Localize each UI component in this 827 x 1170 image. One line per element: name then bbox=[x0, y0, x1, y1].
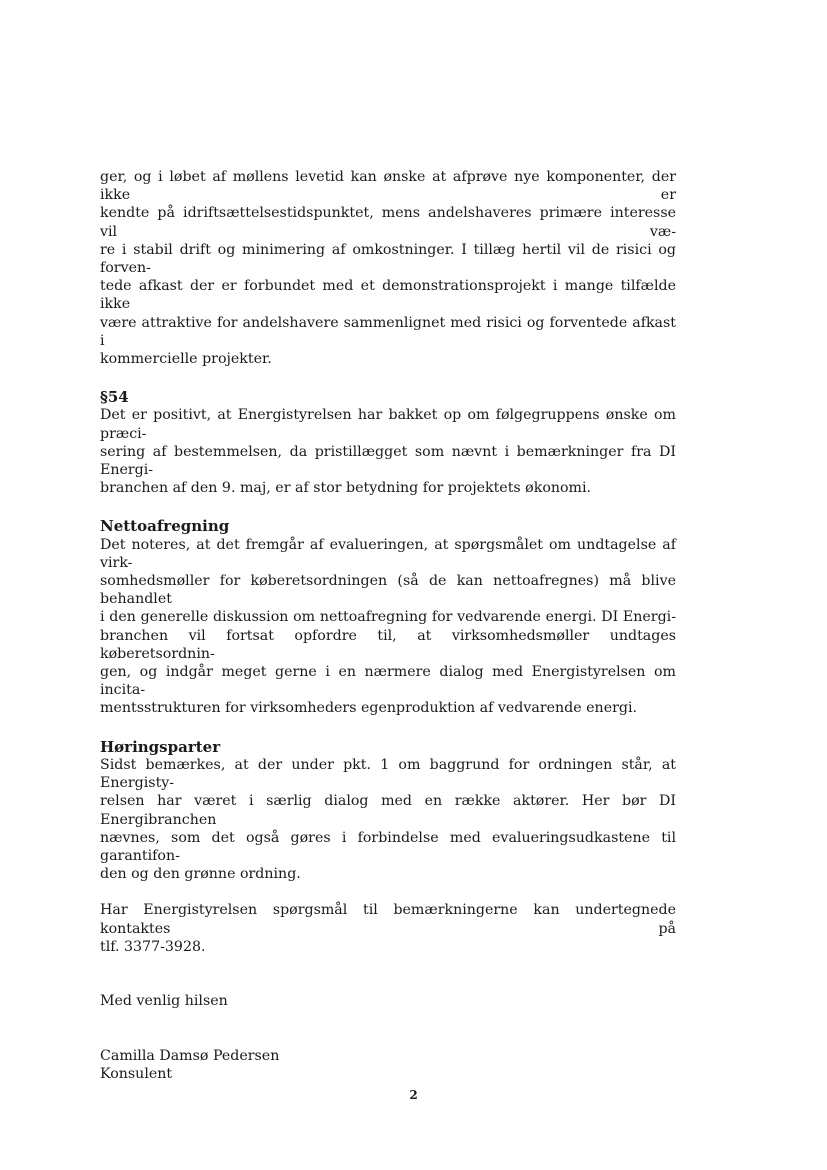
section-54 bbox=[100, 388, 676, 497]
signature-title: Konsulent bbox=[100, 1066, 173, 1083]
text-line: tede afkast der er forbundet med et demonstrationsprojekt i mange tilfælde ikke bbox=[100, 278, 676, 313]
text-line: Sidst bemærkes, at der under pkt. 1 om baggrund for ordningen står, at Energisty- bbox=[100, 756, 676, 792]
text-line: Har Energistyrelsen spørgsmål til bemærkningerne kan undertegnede kontaktes på bbox=[100, 902, 676, 937]
section-paragraph bbox=[100, 406, 676, 497]
text-line: nævnes, som det også gøres i forbindelse med evalueringsudkastene til garantifon- bbox=[100, 829, 676, 864]
text-line: branchen af den 9. maj, er af stor betydning for projektets økonomi. bbox=[100, 480, 592, 497]
text-line: i den generelle diskussion om nettoafregning for vedvarende energi. DI Energi- bbox=[100, 609, 676, 626]
text-line: være attraktive for andelshavere sammenlignet med risici og forventede afkast i bbox=[100, 314, 676, 349]
signature-name: Camilla Damsø Pedersen bbox=[100, 1048, 280, 1065]
text-line: mentsstrukturen for virksomheders egenproduktion af vedvarende energi. bbox=[100, 700, 637, 717]
text-line: kommercielle projekter. bbox=[100, 351, 272, 368]
text-line: tlf. 3377-3928. bbox=[100, 938, 206, 955]
letter-body bbox=[100, 168, 676, 1084]
section-heading: Høringsparter bbox=[100, 737, 221, 756]
contact-paragraph bbox=[100, 901, 676, 956]
text-line: branchen vil fortsat opfordre til, at virksomhedsmøller undtages køberetsordnin- bbox=[100, 627, 676, 662]
signature-block bbox=[100, 1047, 676, 1083]
page-number: 2 bbox=[409, 1088, 418, 1102]
text-line: re i stabil drift og minimering af omkostninger. I tillæg hertil vil de risici og forven- bbox=[100, 241, 676, 277]
section-horingsparter bbox=[100, 738, 676, 884]
section-paragraph bbox=[100, 756, 676, 883]
text-line: Det er positivt, at Energistyrelsen har bakket op om følgegruppens ønske om præci- bbox=[100, 407, 676, 442]
text-line: relsen har været i særlig dialog med en række aktører. Her bør DI Energibranchen bbox=[100, 793, 676, 828]
text-line: gen, og indgår meget gerne i en nærmere dialog med Energistyrelsen om incita- bbox=[100, 664, 676, 699]
text-line: ger, og i løbet af møllens levetid kan ønske at afprøve nye komponenter, der ikke er bbox=[100, 169, 676, 204]
intro-paragraph bbox=[100, 168, 676, 368]
text-line: kendte på idriftsættelsestidspunktet, mens andelshaveres primære interesse vil væ- bbox=[100, 205, 676, 240]
closing-text: Med venlig hilsen bbox=[100, 992, 228, 1009]
closing-salutation bbox=[100, 992, 676, 1010]
section-nettoafregning bbox=[100, 517, 676, 717]
text-line: somhedsmøller for køberetsordningen (så de kan nettoafregnes) må blive behandlet bbox=[100, 573, 676, 608]
text-line: den og den grønne ordning. bbox=[100, 866, 301, 883]
section-heading: §54 bbox=[100, 388, 129, 407]
section-heading: Nettoafregning bbox=[100, 517, 230, 536]
section-paragraph bbox=[100, 536, 676, 718]
text-line: sering af bestemmelsen, da pristillægget som nævnt i bemærkninger fra DI Energi- bbox=[100, 443, 676, 479]
text-line: Det noteres, at det fremgår af evalueringen, at spørgsmålet om undtagelse af virk- bbox=[100, 536, 676, 571]
